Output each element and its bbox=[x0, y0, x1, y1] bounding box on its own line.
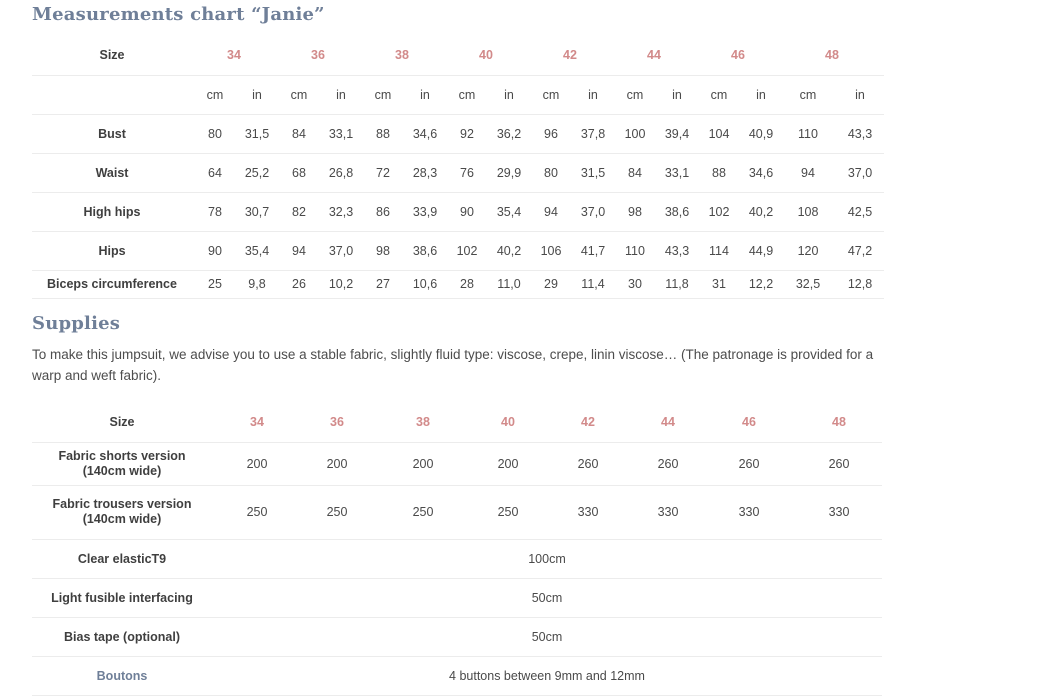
measurement-row bbox=[32, 114, 884, 153]
measurement-value: 37,0 bbox=[574, 192, 612, 231]
measurement-value: 35,4 bbox=[490, 192, 528, 231]
measurement-value: 64 bbox=[192, 153, 238, 192]
measurement-value: 40,2 bbox=[742, 192, 780, 231]
supply-value: 50cm bbox=[212, 578, 882, 617]
measurement-value: 44,9 bbox=[742, 231, 780, 270]
fabric-value: 260 bbox=[634, 442, 702, 485]
supply-row bbox=[32, 617, 882, 656]
supply-value: 50cm bbox=[212, 617, 882, 656]
unit-in-36: in bbox=[322, 75, 360, 114]
unit-cm-46: cm bbox=[696, 75, 742, 114]
measurement-value: 100 bbox=[612, 114, 658, 153]
size-header-36: 36 bbox=[276, 36, 360, 75]
supplies-paragraph: To make this jumpsuit, we advise you to use a stable fabric, slightly fluid type: viscose, crepe, linin viscose… (The patronage is provided for a warp and weft fabric). bbox=[32, 347, 874, 383]
supply-row bbox=[32, 539, 882, 578]
measurement-value: 33,1 bbox=[322, 114, 360, 153]
measurement-value: 33,9 bbox=[406, 192, 444, 231]
measurement-value: 86 bbox=[360, 192, 406, 231]
measurement-value: 26,8 bbox=[322, 153, 360, 192]
measurement-value: 102 bbox=[696, 192, 742, 231]
measurement-value: 28,3 bbox=[406, 153, 444, 192]
size-header-34: 34 bbox=[192, 36, 276, 75]
supply-value: 100cm bbox=[212, 539, 882, 578]
measurement-value: 82 bbox=[276, 192, 322, 231]
measurement-value: 110 bbox=[780, 114, 836, 153]
supplies-title: Supplies bbox=[32, 313, 121, 334]
measurement-value: 84 bbox=[276, 114, 322, 153]
measurement-value: 98 bbox=[612, 192, 658, 231]
size-header-row bbox=[32, 36, 884, 75]
measurement-row bbox=[32, 231, 884, 270]
supplies-size-48: 48 bbox=[796, 403, 882, 442]
measurement-value: 27 bbox=[360, 270, 406, 298]
size-header-42: 42 bbox=[528, 36, 612, 75]
measurement-value: 39,4 bbox=[658, 114, 696, 153]
measurement-value: 40,2 bbox=[490, 231, 528, 270]
measurement-value: 88 bbox=[360, 114, 406, 153]
measurement-value: 36,2 bbox=[490, 114, 528, 153]
measurement-value: 37,0 bbox=[322, 231, 360, 270]
measurement-value: 32,5 bbox=[780, 270, 836, 298]
fabric-value: 200 bbox=[212, 442, 302, 485]
unit-in-40: in bbox=[490, 75, 528, 114]
measurement-value: 94 bbox=[276, 231, 322, 270]
measurement-value: 31,5 bbox=[574, 153, 612, 192]
supplies-size-38: 38 bbox=[372, 403, 474, 442]
fabric-value: 330 bbox=[634, 485, 702, 539]
measurement-value: 106 bbox=[528, 231, 574, 270]
page-title: Measurements chart “Janie” bbox=[32, 4, 325, 25]
supply-label: Boutons bbox=[32, 656, 212, 695]
measurement-value: 10,2 bbox=[322, 270, 360, 298]
measurement-value: 42,5 bbox=[836, 192, 884, 231]
measurement-value: 34,6 bbox=[406, 114, 444, 153]
supplies-size-34: 34 bbox=[212, 403, 302, 442]
unit-cm-40: cm bbox=[444, 75, 490, 114]
measurement-value: 29,9 bbox=[490, 153, 528, 192]
fabric-row bbox=[32, 442, 882, 485]
measurement-label: Biceps circumference bbox=[32, 270, 192, 298]
measurement-value: 10,6 bbox=[406, 270, 444, 298]
measurement-value: 80 bbox=[192, 114, 238, 153]
measurement-value: 11,4 bbox=[574, 270, 612, 298]
size-header-label: Size bbox=[32, 36, 192, 75]
unit-cm-36: cm bbox=[276, 75, 322, 114]
measurement-value: 41,7 bbox=[574, 231, 612, 270]
measurement-row bbox=[32, 192, 884, 231]
fabric-value: 250 bbox=[372, 485, 474, 539]
fabric-value: 260 bbox=[702, 442, 796, 485]
unit-cm-42: cm bbox=[528, 75, 574, 114]
fabric-value: 260 bbox=[542, 442, 634, 485]
measurement-value: 90 bbox=[192, 231, 238, 270]
measurement-value: 98 bbox=[360, 231, 406, 270]
measurement-value: 80 bbox=[528, 153, 574, 192]
measurement-value: 37,0 bbox=[836, 153, 884, 192]
fabric-value: 200 bbox=[474, 442, 542, 485]
supply-row bbox=[32, 656, 882, 695]
measurement-value: 30 bbox=[612, 270, 658, 298]
fabric-value: 330 bbox=[702, 485, 796, 539]
measurement-value: 33,1 bbox=[658, 153, 696, 192]
fabric-value: 260 bbox=[796, 442, 882, 485]
measurement-value: 120 bbox=[780, 231, 836, 270]
unit-header-row bbox=[32, 75, 884, 114]
measurement-value: 35,4 bbox=[238, 231, 276, 270]
supplies-size-label: Size bbox=[32, 403, 212, 442]
unit-cm-34: cm bbox=[192, 75, 238, 114]
fabric-value: 250 bbox=[212, 485, 302, 539]
measurement-value: 47,2 bbox=[836, 231, 884, 270]
fabric-value: 250 bbox=[302, 485, 372, 539]
measurement-value: 78 bbox=[192, 192, 238, 231]
measurement-value: 102 bbox=[444, 231, 490, 270]
size-header-40: 40 bbox=[444, 36, 528, 75]
supply-label: Bias tape (optional) bbox=[32, 617, 212, 656]
measurement-value: 37,8 bbox=[574, 114, 612, 153]
unit-in-42: in bbox=[574, 75, 612, 114]
supply-value: 4 buttons between 9mm and 12mm bbox=[212, 656, 882, 695]
unit-in-38: in bbox=[406, 75, 444, 114]
size-header-38: 38 bbox=[360, 36, 444, 75]
supplies-table bbox=[32, 403, 882, 696]
measurement-value: 31,5 bbox=[238, 114, 276, 153]
measurement-label: Bust bbox=[32, 114, 192, 153]
measurement-value: 38,6 bbox=[406, 231, 444, 270]
measurement-value: 76 bbox=[444, 153, 490, 192]
measurement-label: High hips bbox=[32, 192, 192, 231]
size-header-46: 46 bbox=[696, 36, 780, 75]
measurement-value: 29 bbox=[528, 270, 574, 298]
size-header-44: 44 bbox=[612, 36, 696, 75]
measurement-value: 9,8 bbox=[238, 270, 276, 298]
measurement-value: 11,0 bbox=[490, 270, 528, 298]
size-header-48: 48 bbox=[780, 36, 884, 75]
measurement-row bbox=[32, 153, 884, 192]
measurement-row bbox=[32, 270, 884, 298]
measurement-value: 72 bbox=[360, 153, 406, 192]
supplies-size-header-row bbox=[32, 403, 882, 442]
measurement-value: 31 bbox=[696, 270, 742, 298]
measurement-value: 90 bbox=[444, 192, 490, 231]
supplies-size-46: 46 bbox=[702, 403, 796, 442]
unit-in-44: in bbox=[658, 75, 696, 114]
supplies-size-40: 40 bbox=[474, 403, 542, 442]
measurement-value: 43,3 bbox=[836, 114, 884, 153]
fabric-label: Fabric shorts version (140cm wide) bbox=[32, 442, 212, 485]
measurement-value: 94 bbox=[528, 192, 574, 231]
fabric-value: 250 bbox=[474, 485, 542, 539]
fabric-label: Fabric trousers version (140cm wide) bbox=[32, 485, 212, 539]
fabric-value: 200 bbox=[302, 442, 372, 485]
unit-in-34: in bbox=[238, 75, 276, 114]
measurement-value: 43,3 bbox=[658, 231, 696, 270]
unit-cm-38: cm bbox=[360, 75, 406, 114]
measurement-value: 114 bbox=[696, 231, 742, 270]
unit-cm-44: cm bbox=[612, 75, 658, 114]
fabric-row bbox=[32, 485, 882, 539]
measurement-value: 92 bbox=[444, 114, 490, 153]
measurement-value: 25 bbox=[192, 270, 238, 298]
measurement-value: 11,8 bbox=[658, 270, 696, 298]
measurement-label: Waist bbox=[32, 153, 192, 192]
fabric-value: 330 bbox=[796, 485, 882, 539]
measurement-value: 84 bbox=[612, 153, 658, 192]
fabric-value: 200 bbox=[372, 442, 474, 485]
measurement-label: Hips bbox=[32, 231, 192, 270]
measurement-value: 30,7 bbox=[238, 192, 276, 231]
supply-label: Clear elasticT9 bbox=[32, 539, 212, 578]
measurement-value: 104 bbox=[696, 114, 742, 153]
measurement-value: 88 bbox=[696, 153, 742, 192]
measurement-value: 12,2 bbox=[742, 270, 780, 298]
unit-cm-48: cm bbox=[780, 75, 836, 114]
measurement-value: 68 bbox=[276, 153, 322, 192]
fabric-value: 330 bbox=[542, 485, 634, 539]
unit-header-empty bbox=[32, 75, 192, 114]
measurements-table bbox=[32, 36, 884, 299]
measurement-value: 96 bbox=[528, 114, 574, 153]
supplies-size-42: 42 bbox=[542, 403, 634, 442]
unit-in-46: in bbox=[742, 75, 780, 114]
supply-row bbox=[32, 578, 882, 617]
measurement-value: 25,2 bbox=[238, 153, 276, 192]
measurement-value: 110 bbox=[612, 231, 658, 270]
measurement-value: 28 bbox=[444, 270, 490, 298]
supplies-size-44: 44 bbox=[634, 403, 702, 442]
measurement-value: 12,8 bbox=[836, 270, 884, 298]
measurement-value: 26 bbox=[276, 270, 322, 298]
measurement-value: 94 bbox=[780, 153, 836, 192]
unit-in-48: in bbox=[836, 75, 884, 114]
measurement-value: 108 bbox=[780, 192, 836, 231]
measurement-value: 38,6 bbox=[658, 192, 696, 231]
supplies-size-36: 36 bbox=[302, 403, 372, 442]
supply-label: Light fusible interfacing bbox=[32, 578, 212, 617]
measurement-value: 32,3 bbox=[322, 192, 360, 231]
measurement-value: 40,9 bbox=[742, 114, 780, 153]
measurement-value: 34,6 bbox=[742, 153, 780, 192]
